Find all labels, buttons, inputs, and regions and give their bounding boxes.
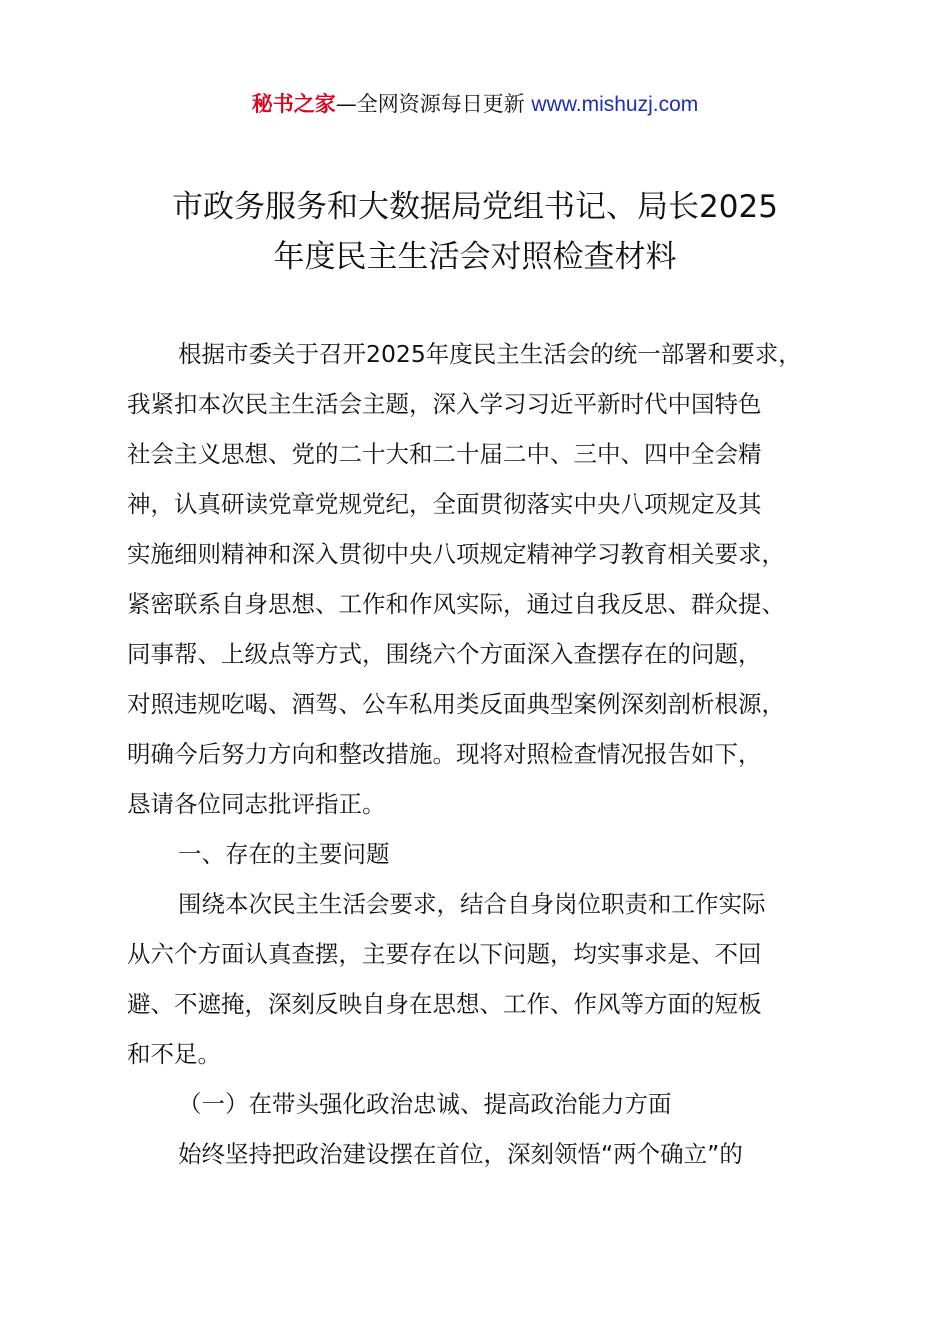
paragraph-line: 对照违规吃喝、酒驾、公车私用类反面典型案例深刻剖析根源， bbox=[127, 690, 785, 718]
site-banner bbox=[0, 88, 950, 121]
banner-tagline: —全网资源每日更新 bbox=[335, 92, 525, 116]
paragraph-line: 我紧扣本次民主生活会主题，深入学习习近平新时代中国特色 bbox=[127, 390, 762, 418]
paragraph-line: 和不足。 bbox=[127, 1040, 221, 1068]
document-title-line-1: 市政务服务和大数据局党组书记、局长2025 bbox=[172, 189, 778, 225]
paragraph-line: 始终坚持把政治建设摆在首位，深刻领悟“两个确立”的 bbox=[178, 1140, 743, 1168]
paragraph-line: 同事帮、上级点等方式，围绕六个方面深入查摆存在的问题， bbox=[127, 640, 762, 668]
site-url-link[interactable]: www.mishuzj.com bbox=[531, 93, 699, 116]
section-heading: 一、存在的主要问题 bbox=[178, 840, 390, 868]
paragraph-line: 社会主义思想、党的二十大和二十届二中、三中、四中全会精 bbox=[127, 440, 762, 468]
paragraph-line: 明确今后努力方向和整改措施。现将对照检查情况报告如下， bbox=[127, 740, 762, 768]
paragraph-line: 根据市委关于召开2025年度民主生活会的统一部署和要求， bbox=[178, 340, 802, 368]
document-title-line-2: 年度民主生活会对照检查材料 bbox=[273, 239, 677, 275]
paragraph-line: 避、不遮掩，深刻反映自身在思想、工作、作风等方面的短板 bbox=[127, 990, 762, 1018]
brand-name: 秘书之家 bbox=[251, 92, 336, 116]
paragraph-line: 恳请各位同志批评指正。 bbox=[127, 790, 386, 818]
subsection-heading: （一）在带头强化政治忠诚、提高政治能力方面 bbox=[178, 1090, 672, 1118]
paragraph-line: 实施细则精神和深入贯彻中央八项规定精神学习教育相关要求， bbox=[127, 540, 785, 568]
paragraph-line: 紧密联系自身思想、工作和作风实际，通过自我反思、群众提、 bbox=[127, 590, 785, 618]
paragraph-line: 围绕本次民主生活会要求，结合自身岗位职责和工作实际 bbox=[178, 890, 766, 918]
paragraph-line: 从六个方面认真查摆，主要存在以下问题，均实事求是、不回 bbox=[127, 940, 762, 968]
paragraph-line: 神，认真研读党章党规党纪，全面贯彻落实中央八项规定及其 bbox=[127, 490, 762, 518]
